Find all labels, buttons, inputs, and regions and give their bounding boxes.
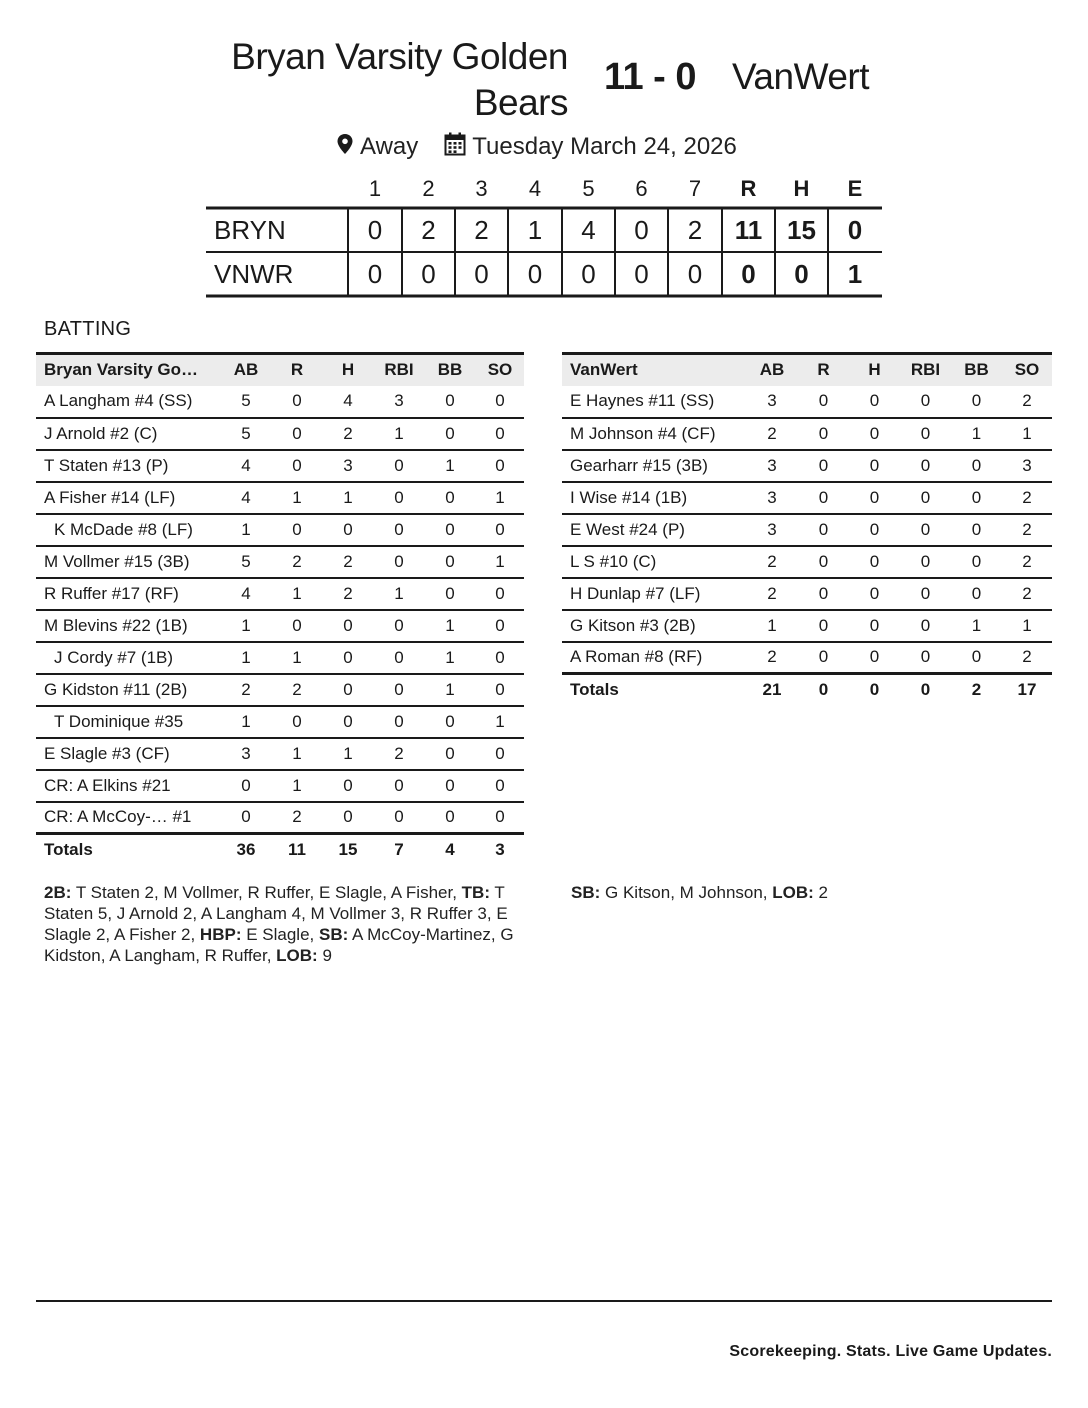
stat-cell: 0 bbox=[798, 386, 849, 418]
linescore-inning-cell: 0 bbox=[687, 259, 703, 289]
stat-cell: 0 bbox=[424, 386, 476, 418]
stat-cell: 0 bbox=[951, 546, 1002, 578]
stat-cell: 2 bbox=[322, 578, 374, 610]
stat-cell: 0 bbox=[798, 610, 849, 642]
player-name: M Johnson #4 (CF) bbox=[562, 418, 746, 450]
totals-cell: 21 bbox=[762, 680, 782, 700]
player-name: K McDade #8 (LF) bbox=[36, 514, 220, 546]
stat-cell: 0 bbox=[424, 706, 476, 738]
stat-cell: 2 bbox=[1002, 578, 1052, 610]
stat-cell: 3 bbox=[746, 450, 798, 482]
stat-cell: 0 bbox=[476, 610, 524, 642]
stat-cell: 2 bbox=[1002, 642, 1052, 674]
linescore-inning-cell: 0 bbox=[634, 215, 649, 245]
stat-cell: 1 bbox=[1002, 418, 1052, 450]
stat-cell: 3 bbox=[322, 450, 374, 482]
stat-cell: 0 bbox=[476, 578, 524, 610]
player-row bbox=[562, 546, 1052, 578]
player-name: G Kidston #11 (2B) bbox=[36, 674, 220, 706]
stat-cell: 0 bbox=[900, 450, 951, 482]
stat-cell: 1 bbox=[272, 642, 322, 674]
player-row bbox=[36, 706, 524, 738]
stat-cell: 0 bbox=[272, 450, 322, 482]
stat-cell: 0 bbox=[849, 546, 900, 578]
note-label: 2B: bbox=[44, 883, 72, 902]
player-name: E Slagle #3 (CF) bbox=[36, 738, 220, 770]
player-name: L S #10 (C) bbox=[562, 546, 746, 578]
stat-cell: 1 bbox=[272, 738, 322, 770]
stat-cell: 0 bbox=[424, 578, 476, 610]
game-location: Away bbox=[360, 133, 419, 160]
stat-cell: 0 bbox=[798, 418, 849, 450]
stat-cell: 2 bbox=[1002, 514, 1052, 546]
stat-cell: 0 bbox=[272, 418, 322, 450]
stat-cell: 0 bbox=[476, 386, 524, 418]
linescore-inning-cell: 0 bbox=[527, 259, 543, 289]
player-row bbox=[36, 418, 524, 450]
stat-cell: 1 bbox=[322, 738, 374, 770]
linescore-col-2: 2 bbox=[422, 176, 435, 201]
stat-cell: 1 bbox=[951, 610, 1002, 642]
stat-cell: 0 bbox=[900, 642, 951, 674]
totals-cell: 17 bbox=[1017, 680, 1037, 700]
stat-cell: 3 bbox=[1002, 450, 1052, 482]
stat-cell: 0 bbox=[374, 802, 424, 834]
note-label: TB: bbox=[461, 883, 490, 902]
linescore-inning-cell: 1 bbox=[527, 215, 543, 245]
stat-cell: 0 bbox=[272, 386, 322, 418]
stat-cell: 1 bbox=[424, 450, 476, 482]
stat-cell: 0 bbox=[220, 802, 272, 834]
stat-cell: 0 bbox=[322, 642, 374, 674]
totals-cell: 15 bbox=[338, 840, 358, 860]
totals-cell: 4 bbox=[445, 840, 455, 860]
note-label: LOB: bbox=[276, 946, 318, 965]
linescore-col-7: 7 bbox=[688, 176, 702, 201]
stat-cell: 0 bbox=[798, 578, 849, 610]
calendar-icon bbox=[444, 132, 466, 163]
stat-cell: 0 bbox=[424, 802, 476, 834]
stat-cell: 0 bbox=[849, 610, 900, 642]
table-header-row bbox=[562, 354, 1052, 386]
col-bb: BB bbox=[437, 360, 463, 380]
linescore-inning-cell: 4 bbox=[581, 215, 596, 245]
stat-cell: 3 bbox=[374, 386, 424, 418]
linescore-team-abbr: VNWR bbox=[214, 259, 294, 289]
away-batting-notes bbox=[571, 882, 1051, 903]
stat-cell: 3 bbox=[746, 482, 798, 514]
col-rbi: RBI bbox=[910, 360, 941, 380]
stat-cell: 0 bbox=[374, 642, 424, 674]
stat-cell: 0 bbox=[374, 482, 424, 514]
stat-cell: 2 bbox=[746, 578, 798, 610]
player-row bbox=[562, 610, 1052, 642]
stat-cell: 0 bbox=[322, 514, 374, 546]
note-text: E Slagle, bbox=[241, 925, 319, 944]
player-row bbox=[36, 546, 524, 578]
stat-cell: 1 bbox=[476, 706, 524, 738]
home-batting-table bbox=[36, 352, 524, 866]
game-date: Tuesday March 24, 2026 bbox=[472, 133, 737, 160]
stat-cell: 0 bbox=[374, 674, 424, 706]
stat-cell: 5 bbox=[220, 386, 272, 418]
linescore-inning-cell: 0 bbox=[634, 259, 649, 289]
stat-cell: 0 bbox=[476, 738, 524, 770]
linescore-inning-cell: 2 bbox=[421, 215, 436, 245]
player-row bbox=[562, 514, 1052, 546]
away-batting-table bbox=[562, 352, 1052, 706]
totals-cell: 2 bbox=[971, 680, 982, 700]
totals-cell: 11 bbox=[288, 840, 306, 860]
final-score: 11 - 0 bbox=[603, 56, 697, 98]
stat-cell: 0 bbox=[374, 514, 424, 546]
stat-cell: 1 bbox=[272, 482, 322, 514]
player-name: A Langham #4 (SS) bbox=[36, 386, 220, 418]
stat-cell: 0 bbox=[424, 514, 476, 546]
table-header-row bbox=[36, 354, 524, 386]
footer-tagline: Scorekeeping. Stats. Live Game Updates. bbox=[729, 1343, 1052, 1360]
stat-cell: 0 bbox=[849, 578, 900, 610]
player-name: CR: A Elkins #21 bbox=[36, 770, 220, 802]
stat-cell: 2 bbox=[272, 802, 322, 834]
stat-cell: 1 bbox=[1002, 610, 1052, 642]
batting-section-label: BATTING bbox=[44, 318, 132, 340]
stat-cell: 1 bbox=[272, 578, 322, 610]
stat-cell: 4 bbox=[220, 482, 272, 514]
totals-row bbox=[36, 834, 524, 866]
linescore-col-1: 1 bbox=[368, 176, 382, 201]
linescore-total-cell: 15 bbox=[787, 215, 816, 245]
linescore-inning-cell: 2 bbox=[474, 215, 489, 245]
linescore-total-cell: 0 bbox=[847, 215, 863, 245]
player-name: Gearharr #15 (3B) bbox=[562, 450, 746, 482]
col-so: SO bbox=[1014, 360, 1040, 380]
player-name: M Blevins #22 (1B) bbox=[36, 610, 220, 642]
stat-cell: 1 bbox=[476, 482, 524, 514]
totals-cell: 0 bbox=[818, 680, 829, 700]
linescore-total-cell: 11 bbox=[734, 215, 763, 245]
stat-cell: 2 bbox=[374, 738, 424, 770]
stat-cell: 0 bbox=[951, 386, 1002, 418]
note-text: T Staten 5, J Arnold 2, A Langham 4, M Vollmer 3, R Ruffer 3, E Slagle 2, A Fisher 2, bbox=[44, 883, 508, 944]
note-text: 9 bbox=[317, 946, 332, 965]
note-label: SB: bbox=[318, 925, 349, 944]
linescore-team-abbr: BRYN bbox=[214, 215, 286, 245]
player-name: R Ruffer #17 (RF) bbox=[36, 578, 220, 610]
stat-cell: 0 bbox=[798, 482, 849, 514]
linescore-inning-cell: 0 bbox=[367, 259, 383, 289]
stat-cell: 0 bbox=[476, 770, 524, 802]
note-label: LOB: bbox=[772, 883, 814, 902]
stat-cell: 0 bbox=[424, 546, 476, 578]
stat-cell: 0 bbox=[322, 802, 374, 834]
stat-cell: 0 bbox=[900, 578, 951, 610]
col-h: H bbox=[868, 360, 881, 380]
stat-cell: 0 bbox=[849, 482, 900, 514]
stat-cell: 2 bbox=[220, 674, 272, 706]
stat-cell: 0 bbox=[951, 482, 1002, 514]
player-row bbox=[562, 578, 1052, 610]
col-r: R bbox=[290, 360, 304, 380]
stat-cell: 0 bbox=[849, 418, 900, 450]
player-row bbox=[36, 514, 524, 546]
linescore-col-5: 5 bbox=[582, 176, 595, 201]
player-name: A Roman #8 (RF) bbox=[562, 642, 746, 674]
player-row bbox=[36, 642, 524, 674]
totals-label: Totals bbox=[570, 680, 619, 700]
totals-cell: 36 bbox=[236, 840, 256, 860]
stat-cell: 0 bbox=[900, 418, 951, 450]
stat-cell: 3 bbox=[220, 738, 272, 770]
note-text: T Staten 2, M Vollmer, R Ruffer, E Slagle, A Fisher, bbox=[71, 883, 462, 902]
totals-cell: 7 bbox=[394, 840, 404, 860]
stat-cell: 0 bbox=[272, 706, 322, 738]
stat-cell: 2 bbox=[746, 546, 798, 578]
stat-cell: 3 bbox=[746, 514, 798, 546]
player-row bbox=[562, 418, 1052, 450]
stat-cell: 1 bbox=[322, 482, 374, 514]
stat-cell: 0 bbox=[798, 514, 849, 546]
stat-cell: 2 bbox=[1002, 482, 1052, 514]
stat-cell: 1 bbox=[220, 514, 272, 546]
stat-cell: 4 bbox=[322, 386, 374, 418]
player-row bbox=[562, 482, 1052, 514]
stat-cell: 0 bbox=[476, 514, 524, 546]
linescore-col-E: E bbox=[847, 176, 863, 201]
stat-cell: 0 bbox=[374, 770, 424, 802]
player-name: J Arnold #2 (C) bbox=[36, 418, 220, 450]
linescore-total-cell: 1 bbox=[847, 259, 863, 289]
note-text: G Kitson, M Johnson, bbox=[600, 883, 773, 902]
col-ab: AB bbox=[759, 360, 785, 380]
totals-label: Totals bbox=[44, 840, 93, 860]
player-row bbox=[36, 450, 524, 482]
stat-cell: 1 bbox=[746, 610, 798, 642]
linescore-inning-cell: 2 bbox=[687, 215, 703, 245]
stat-cell: 1 bbox=[424, 642, 476, 674]
player-name: E West #24 (P) bbox=[562, 514, 746, 546]
totals-cell: 0 bbox=[869, 680, 880, 700]
stat-cell: 2 bbox=[322, 418, 374, 450]
stat-cell: 1 bbox=[220, 610, 272, 642]
stat-cell: 1 bbox=[951, 418, 1002, 450]
stat-cell: 0 bbox=[272, 610, 322, 642]
stat-cell: 0 bbox=[272, 514, 322, 546]
map-pin-icon bbox=[336, 133, 354, 162]
stat-cell: 0 bbox=[951, 578, 1002, 610]
player-name: CR: A McCoy-… #1 bbox=[36, 802, 220, 834]
linescore-col-4: 4 bbox=[528, 176, 542, 201]
stat-cell: 0 bbox=[900, 514, 951, 546]
footer-divider bbox=[36, 1300, 1052, 1302]
stat-cell: 0 bbox=[424, 482, 476, 514]
stat-cell: 0 bbox=[476, 418, 524, 450]
col-rbi: RBI bbox=[384, 360, 414, 380]
player-name: T Staten #13 (P) bbox=[36, 450, 220, 482]
stat-cell: 2 bbox=[1002, 546, 1052, 578]
stat-cell: 0 bbox=[476, 450, 524, 482]
stat-cell: 2 bbox=[746, 418, 798, 450]
linescore-total-cell: 0 bbox=[741, 259, 756, 289]
stat-cell: 0 bbox=[798, 546, 849, 578]
stat-cell: 0 bbox=[322, 706, 374, 738]
stat-cell: 0 bbox=[424, 738, 476, 770]
linescore-inning-cell: 0 bbox=[367, 215, 383, 245]
player-name: I Wise #14 (1B) bbox=[562, 482, 746, 514]
linescore-col-H: H bbox=[793, 176, 810, 201]
col-bb: BB bbox=[964, 360, 989, 380]
player-row bbox=[36, 386, 524, 418]
stat-cell: 1 bbox=[476, 546, 524, 578]
stat-cell: 0 bbox=[849, 386, 900, 418]
stat-cell: 0 bbox=[798, 450, 849, 482]
linescore-col-R: R bbox=[740, 176, 757, 201]
totals-cell: 0 bbox=[920, 680, 931, 700]
note-text: 2 bbox=[813, 883, 828, 902]
totals-cell: 3 bbox=[495, 840, 505, 860]
stat-cell: 0 bbox=[322, 770, 374, 802]
stat-cell: 1 bbox=[424, 610, 476, 642]
stat-cell: 2 bbox=[1002, 386, 1052, 418]
stat-cell: 0 bbox=[424, 770, 476, 802]
stat-cell: 0 bbox=[900, 482, 951, 514]
col-so: SO bbox=[487, 360, 513, 380]
stat-cell: 1 bbox=[220, 642, 272, 674]
linescore-inning-cell: 0 bbox=[581, 259, 596, 289]
stat-cell: 1 bbox=[374, 418, 424, 450]
stat-cell: 0 bbox=[374, 610, 424, 642]
stat-cell: 2 bbox=[272, 546, 322, 578]
home-batting-notes bbox=[44, 882, 530, 966]
stat-cell: 0 bbox=[374, 450, 424, 482]
stat-cell: 0 bbox=[951, 642, 1002, 674]
player-row bbox=[562, 386, 1052, 418]
stat-cell: 5 bbox=[220, 546, 272, 578]
stat-cell: 2 bbox=[746, 642, 798, 674]
away-team-name: VanWert bbox=[732, 56, 870, 97]
linescore-inning-cell: 0 bbox=[474, 259, 489, 289]
stat-cell: 1 bbox=[374, 578, 424, 610]
linescore-col-3: 3 bbox=[475, 176, 488, 201]
col-h: H bbox=[341, 360, 355, 380]
player-name: M Vollmer #15 (3B) bbox=[36, 546, 220, 578]
stat-cell: 0 bbox=[900, 386, 951, 418]
stat-cell: 0 bbox=[900, 546, 951, 578]
game-meta bbox=[336, 132, 737, 162]
player-row bbox=[36, 770, 524, 802]
stat-cell: 0 bbox=[424, 418, 476, 450]
note-label: SB: bbox=[571, 883, 601, 902]
stat-cell: 2 bbox=[322, 546, 374, 578]
note-label: HBP: bbox=[199, 925, 242, 944]
stat-cell: 0 bbox=[951, 450, 1002, 482]
player-row bbox=[36, 674, 524, 706]
player-row bbox=[36, 802, 524, 834]
stat-cell: 0 bbox=[322, 610, 374, 642]
stat-cell: 0 bbox=[322, 674, 374, 706]
stat-cell: 1 bbox=[424, 674, 476, 706]
stat-cell: 5 bbox=[220, 418, 272, 450]
stat-cell: 0 bbox=[849, 450, 900, 482]
away-team-header: VanWert bbox=[570, 360, 638, 380]
col-ab: AB bbox=[233, 360, 259, 380]
player-row bbox=[36, 610, 524, 642]
stat-cell: 0 bbox=[374, 546, 424, 578]
player-row bbox=[36, 578, 524, 610]
stat-cell: 0 bbox=[798, 642, 849, 674]
stat-cell: 4 bbox=[220, 578, 272, 610]
note-text: A McCoy-Martinez, G Kidston, A Langham, R Ruffer, bbox=[44, 925, 514, 965]
stat-cell: 0 bbox=[900, 610, 951, 642]
stat-cell: 4 bbox=[220, 450, 272, 482]
col-r: R bbox=[817, 360, 830, 380]
player-row bbox=[36, 738, 524, 770]
stat-cell: 0 bbox=[951, 514, 1002, 546]
stat-cell: 0 bbox=[849, 514, 900, 546]
home-team-name: Bryan Varsity Golden Bears bbox=[231, 36, 568, 123]
player-name: J Cordy #7 (1B) bbox=[36, 642, 220, 674]
player-row bbox=[36, 482, 524, 514]
player-row bbox=[562, 450, 1052, 482]
stat-cell: 1 bbox=[220, 706, 272, 738]
stat-cell: 0 bbox=[849, 642, 900, 674]
stat-cell: 0 bbox=[476, 674, 524, 706]
player-name: G Kitson #3 (2B) bbox=[562, 610, 746, 642]
player-name: H Dunlap #7 (LF) bbox=[562, 578, 746, 610]
linescore-col-6: 6 bbox=[635, 176, 648, 201]
player-name: E Haynes #11 (SS) bbox=[562, 386, 746, 418]
stat-cell: 0 bbox=[476, 802, 524, 834]
stat-cell: 2 bbox=[272, 674, 322, 706]
player-name: T Dominique #35 bbox=[36, 706, 220, 738]
stat-cell: 0 bbox=[476, 642, 524, 674]
player-row bbox=[562, 642, 1052, 674]
linescore-inning-cell: 0 bbox=[421, 259, 436, 289]
stat-cell: 1 bbox=[272, 770, 322, 802]
stat-cell: 0 bbox=[220, 770, 272, 802]
player-name: A Fisher #14 (LF) bbox=[36, 482, 220, 514]
totals-row bbox=[562, 674, 1052, 706]
home-team-header: Bryan Varsity Go… bbox=[44, 360, 199, 380]
stat-cell: 0 bbox=[374, 706, 424, 738]
linescore-total-cell: 0 bbox=[794, 259, 809, 289]
stat-cell: 3 bbox=[746, 386, 798, 418]
